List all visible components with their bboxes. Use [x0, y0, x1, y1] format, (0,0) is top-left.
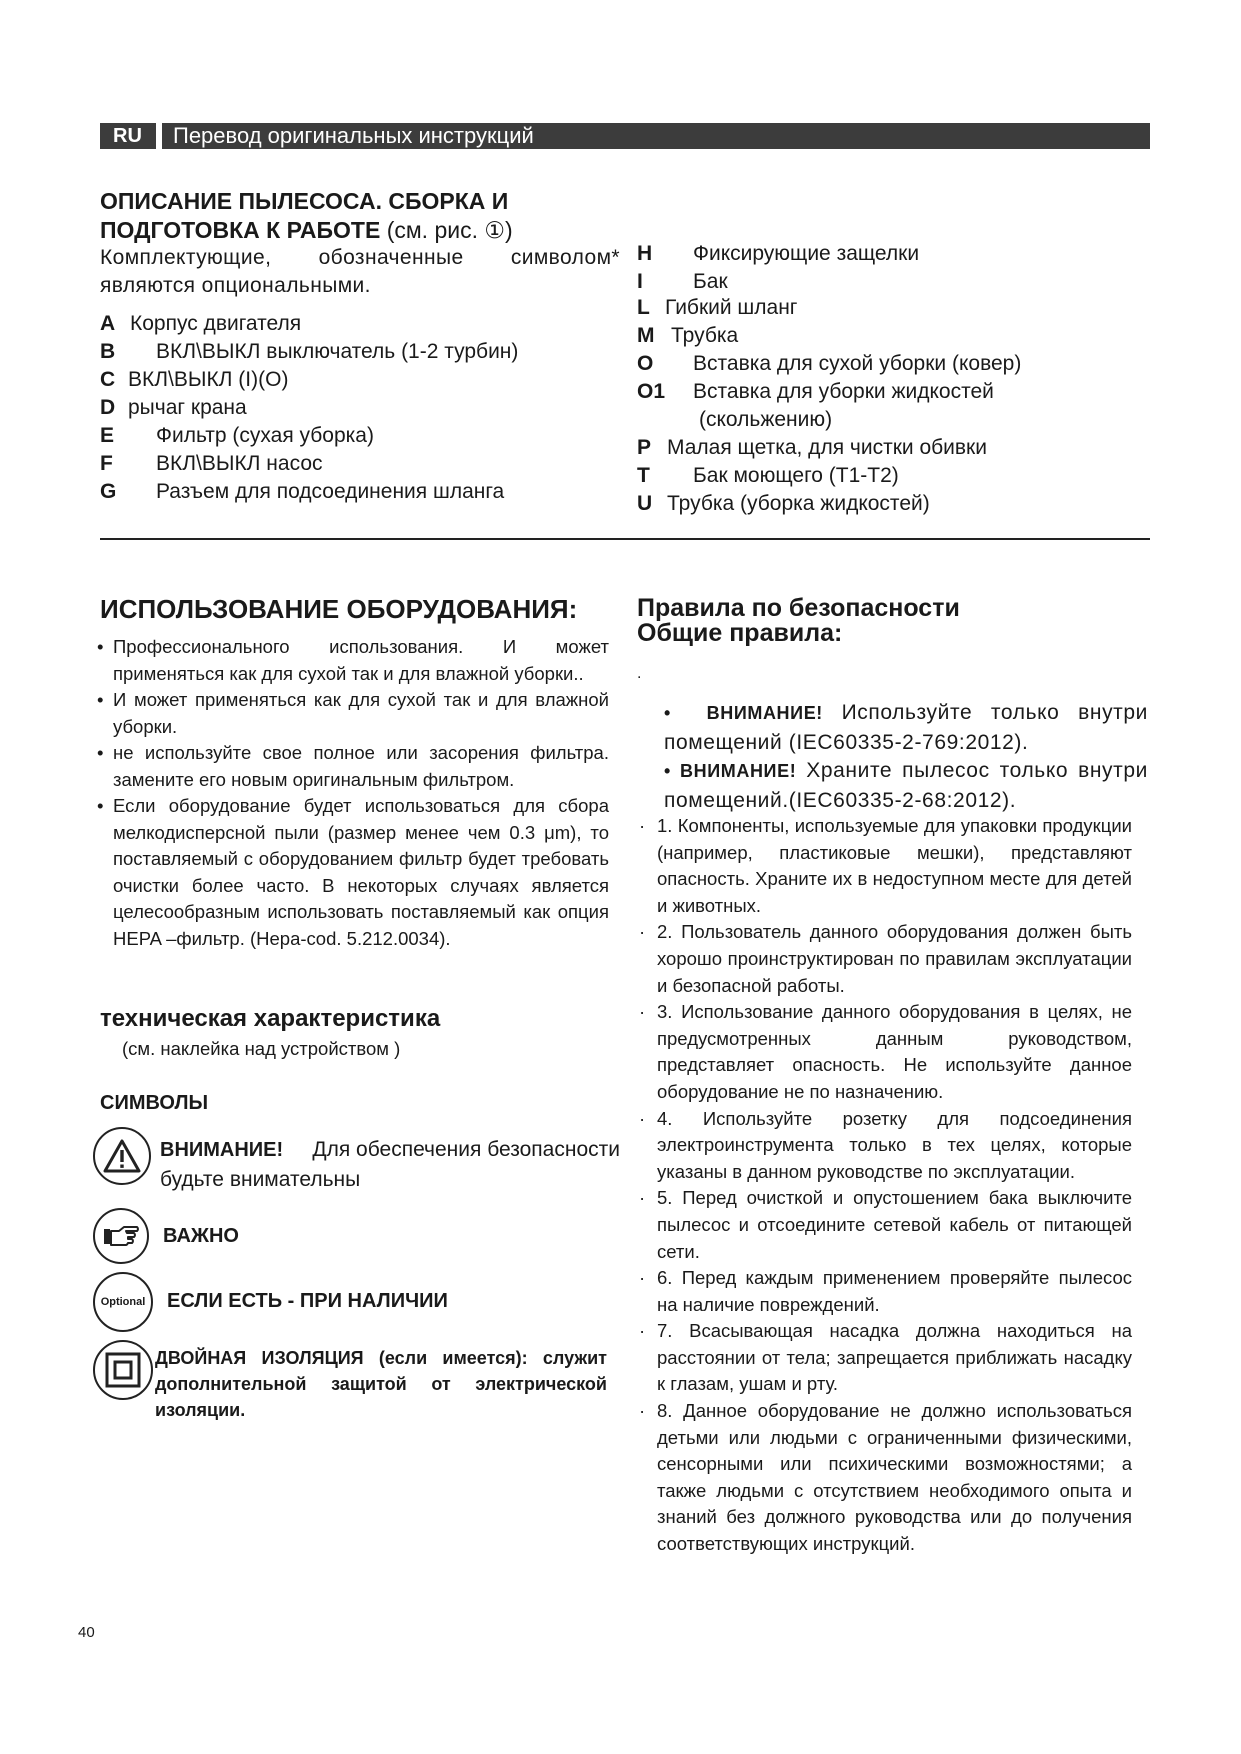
safety-title	[637, 596, 960, 646]
warning-1-label: ВНИМАНИЕ!	[706, 703, 823, 723]
usage-title: ИСПОЛЬЗОВАНИЕ ОБОРУДОВАНИЯ:	[100, 594, 578, 624]
part-label: Трубка (уборка жидкостей)	[667, 492, 930, 515]
part-label: ВКЛ\ВЫКЛ выключатель (1-2 турбин)	[156, 340, 519, 363]
safety-rule: · 4. Используйте розетку для подсоединения электроинструмента только в тех целях, которые указаны в данном руководстве по эксплуатации.	[637, 1106, 1132, 1186]
description-intro: Комплектующие, обозначенные символом* являются опциональными.	[100, 246, 620, 297]
description-title-ref: (см. рис. ①)	[380, 217, 513, 243]
usage-bullet: • Профессионального использования. И может применяться как для сухой так и для влажной уборки..	[97, 634, 609, 687]
part-label: (скольжению)	[699, 408, 833, 431]
warning-triangle-icon	[93, 1127, 151, 1185]
part-label: Разъем для подсоединения шланга	[156, 480, 505, 503]
symbol-double-insulation-text: ДВОЙНАЯ ИЗОЛЯЦИЯ (если имеется): служит дополнительной защитой от электрической изоляции.	[155, 1348, 607, 1420]
part-label: Бак	[693, 270, 728, 293]
symbol-important-label: ВАЖНО	[163, 1225, 239, 1247]
part-key: F	[100, 452, 113, 475]
safety-rule: · 7. Всасывающая насадка должна находиться на расстоянии от тела; запрещается приближать насадку к глазам, ушам и рту.	[637, 1318, 1132, 1398]
part-key: L	[637, 296, 650, 319]
safety-rule: · 2. Пользователь данного оборудования должен быть хорошо проинструктирован по правилам эксплуатации и безопасной работы.	[637, 919, 1132, 999]
safety-title-line1: Правила по безопасности	[637, 594, 960, 622]
header-title: Перевод оригинальных инструкций	[173, 123, 534, 148]
warning-1-text: Используйте только внутри помещений (IEC60335-2-769:2012).	[664, 701, 1149, 754]
part-row	[637, 378, 1021, 406]
header-separator	[156, 123, 162, 149]
usage-bullet: • Если оборудование будет использоваться для сбора мелкодисперсной пыли (размер менее чем 0.3 μm), то поставляемый с оборудованием фильтр будет требовать очистки более часто. В некоторых случаях является целесообразным использовать поставляемый как опция HEPA –фильтр. (Hepa-cod. 5.212.0034).	[97, 793, 609, 952]
symbol-warning-bold: ВНИМАНИЕ!	[160, 1139, 284, 1161]
usage-bullet: • И может применяться как для сухой так и для влажной уборки.	[97, 687, 609, 740]
part-key: H	[637, 242, 653, 265]
symbol-warning-desc: Для обеспечения безопасности будьте внимательны	[160, 1138, 620, 1191]
part-row	[637, 406, 1021, 434]
part-key: G	[100, 480, 117, 503]
warning-2-label: ВНИМАНИЕ!	[680, 761, 797, 781]
part-label: Корпус двигателя	[130, 312, 302, 335]
part-key: B	[100, 340, 116, 363]
safety-rule: · 8. Данное оборудование не должно использоваться детьми или людьми с ограниченными физическими, сенсорными или психическими возможностями; а также людьми с отсутствием необходимого опыта и знаний без должного руководства или до получения соответствующих инструкций.	[637, 1398, 1132, 1558]
safety-dot: .	[637, 665, 642, 682]
part-row	[100, 338, 518, 366]
part-key: O	[637, 352, 654, 375]
part-key: O1	[637, 380, 666, 403]
warning-2-text: Храните пылесос только внутри помещений.(IEC60335-2-68:2012).	[664, 759, 1148, 812]
description-title	[100, 187, 620, 245]
tech-note: (см. наклейка над устройством )	[122, 1038, 401, 1059]
part-label: Трубка	[671, 324, 739, 347]
part-row	[637, 462, 1021, 490]
part-row	[100, 422, 518, 450]
part-key: A	[100, 312, 116, 335]
usage-bullet: • не используйте свое полное или засорения фильтра. замените его новым оригинальным фильтром.	[97, 740, 609, 793]
tech-title: техническая характеристика	[100, 1005, 441, 1032]
part-key: E	[100, 424, 115, 447]
double-insulation-icon	[93, 1340, 153, 1400]
part-label: ВКЛ\ВЫКЛ насос	[156, 452, 323, 475]
part-label: Малая щетка, для чистки обивки	[667, 436, 987, 459]
language-badge: RU	[100, 123, 155, 149]
part-key: T	[637, 464, 650, 487]
part-row	[637, 490, 1021, 518]
safety-warning-2	[664, 756, 1148, 815]
part-label: рычаг крана	[128, 396, 247, 419]
part-key: D	[100, 396, 116, 419]
safety-rule: · 3. Использование данного оборудования в целях, не предусмотренных данным руководством, представляет опасность. Не используйте данное оборудование не по назначению.	[637, 999, 1132, 1105]
safety-rule: · 5. Перед очисткой и опустошением бака выключите пылесос и отсоедините сетевой кабель от питающей сети.	[637, 1185, 1132, 1265]
parts-list-right	[637, 240, 1021, 518]
warning-1-bold: • ВНИМАНИЕ!	[664, 703, 823, 723]
part-key: I	[637, 270, 643, 293]
part-row	[100, 478, 518, 506]
part-key	[637, 406, 699, 434]
part-row	[100, 394, 518, 422]
optional-icon	[93, 1272, 153, 1332]
part-label: Гибкий шланг	[665, 296, 798, 319]
section-divider	[100, 538, 1150, 540]
optional-icon-text: Optional	[100, 1296, 146, 1308]
part-key: C	[100, 368, 116, 391]
part-row	[637, 322, 1021, 350]
part-key: P	[637, 436, 652, 459]
pointing-hand-icon	[93, 1208, 149, 1264]
description-title-bold: ОПИСАНИЕ ПЫЛЕСОСА. СБОРКА И ПОДГОТОВКА К РАБОТЕ	[100, 188, 509, 243]
safety-warning-1	[664, 698, 1148, 757]
symbol-warning-text	[160, 1135, 620, 1194]
safety-rule: · 1. Компоненты, используемые для упаковки продукции (например, пластиковые мешки), представляют опасность. Храните их в недоступном месте для детей и животных.	[637, 813, 1132, 919]
part-row	[637, 294, 1021, 322]
usage-bullet-list	[97, 634, 609, 952]
part-key: M	[637, 324, 655, 347]
part-key: U	[637, 492, 653, 515]
safety-title-line2: Общие правила:	[637, 619, 843, 647]
symbol-optional-label: ЕСЛИ ЕСТЬ - ПРИ НАЛИЧИИ	[167, 1290, 448, 1312]
part-label: Вставка для уборки жидкостей	[693, 380, 994, 403]
part-row	[637, 350, 1021, 378]
part-label: Фиксирующие защелки	[693, 242, 920, 265]
warning-2-bold: • ВНИМАНИЕ!	[664, 761, 797, 781]
safety-rule: · 6. Перед каждым применением проверяйте пылесос на наличие повреждений.	[637, 1265, 1132, 1318]
page-number: 40	[78, 1624, 95, 1641]
part-row	[100, 366, 518, 394]
part-row	[100, 450, 518, 478]
part-label: Вставка для сухой уборки (ковер)	[693, 352, 1022, 375]
part-row	[637, 240, 1021, 268]
part-row	[100, 310, 518, 338]
parts-list-left	[100, 310, 518, 506]
symbols-title: СИМВОЛЫ	[100, 1092, 209, 1114]
part-label: Бак моющего (T1-T2)	[693, 464, 899, 487]
part-label: Фильтр (сухая уборка)	[156, 424, 374, 447]
safety-rules-list	[637, 813, 1132, 1558]
part-label: ВКЛ\ВЫКЛ (I)(O)	[128, 368, 289, 391]
part-row	[637, 434, 1021, 462]
part-row	[637, 268, 1021, 294]
